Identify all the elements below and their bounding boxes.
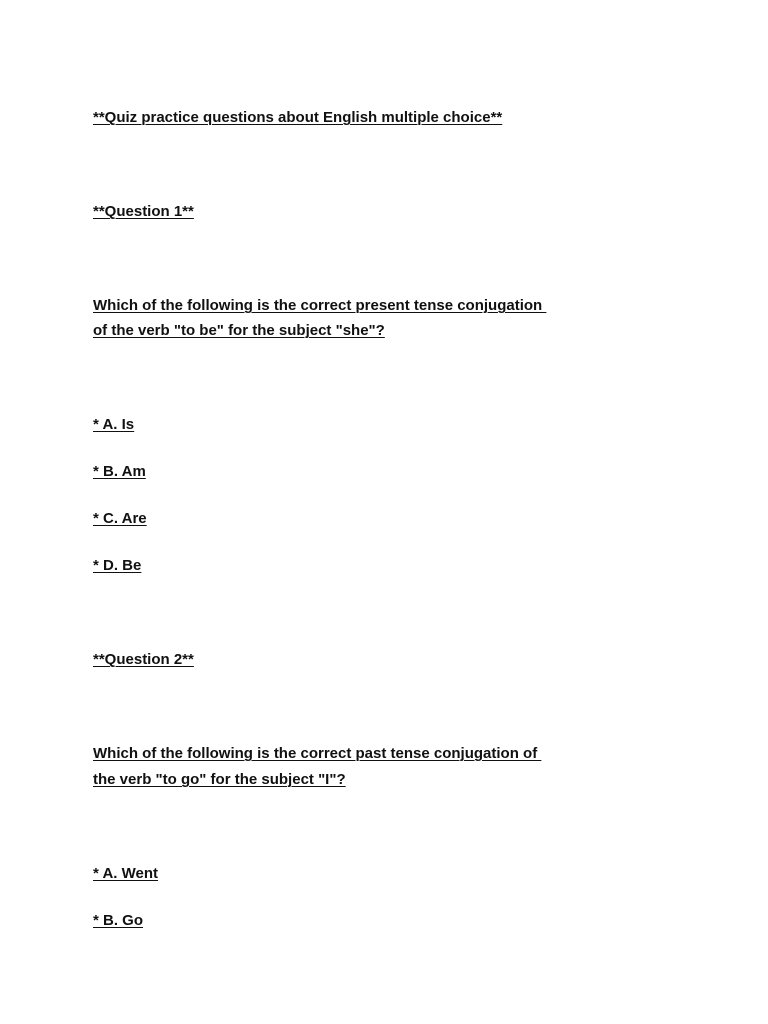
question-2-prompt-line-2: the verb "to go" for the subject "I"? [93,771,346,788]
question-1-option-d: * D. Be [93,557,142,574]
question-1-option-b: * B. Am [93,463,146,480]
question-2-heading: **Question 2** [93,651,194,668]
question-1-option-a: * A. Is [93,416,135,433]
question-1-prompt-line-1: Which of the following is the correct present tense conjugation [93,297,547,314]
question-1-heading: **Question 1** [93,203,194,220]
question-2-option-b: * B. Go [93,912,144,929]
question-1-prompt-line-2: of the verb "to be" for the subject "she"? [93,322,385,339]
question-2-option-a: * A. Went [93,865,159,882]
question-2-prompt-line-1: Which of the following is the correct past tense conjugation of [93,745,542,762]
question-1-option-c: * C. Are [93,510,147,527]
document-title: **Quiz practice questions about English multiple choice** [93,109,503,126]
